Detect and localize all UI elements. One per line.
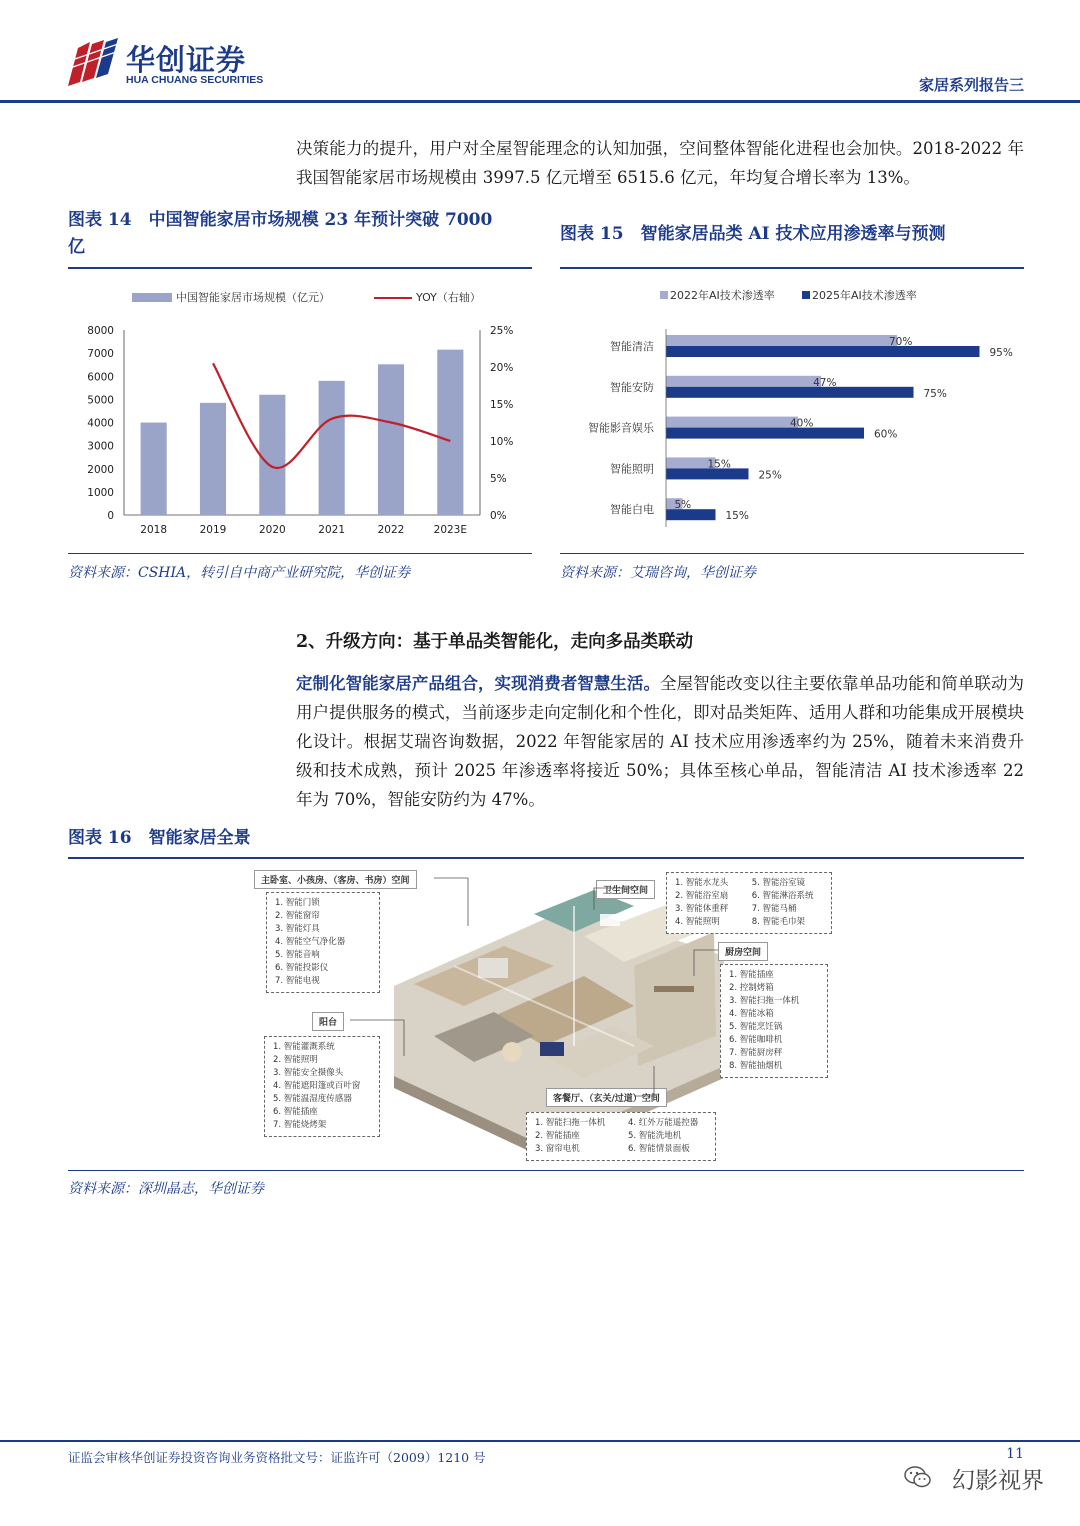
list-item: 5. 智能烹饪锅 xyxy=(729,1022,783,1032)
bar-2025 xyxy=(666,387,914,398)
list-item: 1. 智能插座 xyxy=(729,970,774,980)
list-item: 3. 智能安全摄像头 xyxy=(273,1068,344,1078)
figure14-top-rule xyxy=(68,267,532,269)
list-item: 3. 智能扫拖一体机 xyxy=(729,996,800,1006)
logo-text-cn: 华创证券 xyxy=(126,43,247,77)
x-tick-label: 2020 xyxy=(258,524,286,536)
y-tick-label: 4000 xyxy=(87,417,114,430)
footer-divider xyxy=(0,1440,1080,1442)
list-item: 6. 智能投影仪 xyxy=(275,963,329,973)
zone-list-bedroom xyxy=(266,892,380,993)
y-tick-label: 8000 xyxy=(87,325,114,337)
list-item: 4. 红外万能遥控器 xyxy=(628,1118,699,1128)
data-label-2022: 40% xyxy=(790,417,814,430)
list-item: 2. 智能插座 xyxy=(535,1131,580,1141)
y-tick-label: 3000 xyxy=(87,440,114,453)
list-item: 3. 窗帘电机 xyxy=(535,1144,580,1154)
bar-2022 xyxy=(666,417,798,428)
figure14-title xyxy=(68,207,528,261)
logo-text-en: HUA CHUANG SECURITIES xyxy=(126,74,264,86)
y-tick-label: 6000 xyxy=(87,371,114,384)
data-label-2022: 5% xyxy=(674,499,692,512)
data-label-2022: 70% xyxy=(889,336,913,348)
bar-2025 xyxy=(666,346,980,357)
data-label-2022: 47% xyxy=(813,376,837,389)
bar xyxy=(437,350,463,515)
figure14-title-line1: 图表 14 中国智能家居市场规模 23 年预计突破 7000 xyxy=(68,210,493,230)
zone-list-bathroom xyxy=(666,872,832,934)
y-tick-label: 5000 xyxy=(87,394,114,407)
list-item: 8. 智能毛巾架 xyxy=(751,917,806,927)
list-item: 7. 智能电视 xyxy=(275,976,320,986)
list-item: 6. 智能插座 xyxy=(273,1107,318,1117)
list-item: 7. 智能厨房秤 xyxy=(729,1048,783,1058)
page-number: 11 xyxy=(1006,1446,1024,1462)
header-divider xyxy=(0,100,1080,103)
legend-label-line: YOY（右轴） xyxy=(416,291,481,304)
legend-swatch-2022 xyxy=(660,291,668,299)
data-label-2025: 95% xyxy=(989,347,1013,359)
list-item: 1. 智能门锁 xyxy=(275,898,320,908)
list-item: 5. 智能温湿度传感器 xyxy=(273,1094,352,1104)
list-item: 3. 智能灯具 xyxy=(275,924,320,934)
figure14-chart xyxy=(68,275,532,545)
section-body: 全屋智能改变以往主要依靠单品功能和简单联动为用户提供服务的模式，当前逐步走向定制化和个性化，即对品类矩阵、适用人群和功能集成开展模块化设计。根据艾瑞咨询数据，2022 年智能家居的 AI 技术应用渗透率约为 25%，随着未来消费升级和技术成熟，预计 2025 年渗透率将接近 50%；具体至核心单品，智能清洁 AI 技术渗透率 22 年为 70%，智能安防约为 47%。 xyxy=(296,674,1025,809)
list-item: 1. 智能扫拖一体机 xyxy=(535,1118,606,1128)
data-label-2025: 75% xyxy=(923,387,947,400)
y-tick-label: 2000 xyxy=(87,463,114,476)
footer-license: 证监会审核华创证券投资咨询业务资格批文号：证监许可（2009）1210 号 xyxy=(68,1450,486,1465)
legend-swatch-2025 xyxy=(802,291,810,299)
y2-tick-label: 5% xyxy=(490,473,507,485)
figure16-top-rule xyxy=(68,857,1024,859)
bar-2022 xyxy=(666,335,897,346)
figure15-chart xyxy=(560,275,1024,545)
list-item: 6. 智能咖啡机 xyxy=(729,1035,783,1045)
bar xyxy=(319,381,345,515)
list-item: 2. 智能窗帘 xyxy=(275,911,320,921)
list-item: 4. 智能冰箱 xyxy=(729,1009,774,1019)
data-label-2025: 15% xyxy=(725,510,749,523)
intro-paragraph: 决策能力的提升，用户对全屋智能理念的认知加强，空间整体智能化进程也会加快。2018-2022 年我国智能家居市场规模由 3997.5 亿元增至 6515.6 亿元，年均复合增长率为 13%。 xyxy=(296,139,1024,187)
list-item: 2. 智能浴室扇 xyxy=(675,891,729,901)
zone-list-balcony xyxy=(264,1036,380,1137)
figure16-bottom-rule xyxy=(68,1170,1024,1171)
list-item: 8. 智能抽烟机 xyxy=(729,1061,783,1071)
bar xyxy=(378,364,404,515)
zone-label-kitchen: 厨房空间 xyxy=(718,942,768,961)
y2-tick-label: 25% xyxy=(490,325,514,337)
legend-label-2022: 2022年AI技术渗透率 xyxy=(670,289,775,302)
zone-label-bathroom: 卫生间空间 xyxy=(596,880,655,899)
y2-tick-label: 10% xyxy=(490,436,514,448)
list-item: 2. 智能照明 xyxy=(273,1055,318,1065)
x-tick-label: 2019 xyxy=(199,524,227,536)
figure16-source: 资料来源：深圳晶志，华创证券 xyxy=(68,1181,264,1197)
logo-mark-icon xyxy=(68,38,120,86)
bar-2022 xyxy=(666,376,821,387)
list-item: 5. 智能洗地机 xyxy=(628,1131,682,1141)
figure15-title: 图表 15 智能家居品类 AI 技术应用渗透率与预测 xyxy=(560,224,946,244)
list-item: 6. 智能淋浴系统 xyxy=(751,891,814,901)
smart-home-panorama xyxy=(254,866,834,1162)
x-tick-label: 2021 xyxy=(318,524,346,536)
figure15-source: 资料来源：艾瑞咨询，华创证券 xyxy=(560,565,756,581)
list-item: 1. 智能灌溉系统 xyxy=(273,1042,335,1052)
list-item: 5. 智能浴室镜 xyxy=(751,878,806,888)
figure15-bottom-rule xyxy=(560,553,1024,554)
bar-2025 xyxy=(666,428,864,439)
figure14-source: 资料来源：CSHIA，转引自中商产业研究院，华创证券 xyxy=(68,565,411,581)
list-item: 3. 智能体重秤 xyxy=(675,904,729,914)
zone-label-living: 客餐厅、（玄关/过道）空间 xyxy=(546,1088,667,1107)
section-bold-lead: 定制化智能家居产品组合，实现消费者智慧生活。 xyxy=(296,674,661,693)
bar xyxy=(141,423,167,515)
watermark-text: 幻影视界 xyxy=(952,1468,1044,1494)
category-label: 智能照明 xyxy=(610,462,654,476)
zone-list-kitchen xyxy=(720,964,828,1078)
list-item: 4. 智能照明 xyxy=(675,917,720,927)
section-heading: 2、升级方向：基于单品类智能化，走向多品类联动 xyxy=(296,632,694,652)
list-item: 2. 控制烤箱 xyxy=(729,983,774,993)
x-tick-label: 2022 xyxy=(377,524,405,536)
bar xyxy=(259,395,285,515)
data-label-2025: 60% xyxy=(874,428,898,441)
y-tick-label: 1000 xyxy=(87,486,114,499)
x-tick-label: 2018 xyxy=(140,524,168,536)
y2-tick-label: 15% xyxy=(490,399,514,411)
category-label: 智能安防 xyxy=(610,380,654,394)
legend-swatch-bars xyxy=(132,293,172,302)
list-item: 7. 智能马桶 xyxy=(751,904,797,914)
category-label: 智能白电 xyxy=(610,503,654,517)
figure14-title-line2: 亿 xyxy=(68,237,85,257)
company-logo xyxy=(68,38,278,88)
data-label-2022: 15% xyxy=(707,458,731,471)
list-item: 4. 智能遮阳篷或百叶窗 xyxy=(273,1081,361,1091)
legend-label-bars: 中国智能家居市场规模（亿元） xyxy=(176,291,330,304)
list-item: 4. 智能空气净化器 xyxy=(275,937,346,947)
list-item: 5. 智能音响 xyxy=(275,950,320,960)
figure14-bottom-rule xyxy=(68,553,532,554)
figure16-title: 图表 16 智能家居全景 xyxy=(68,828,251,848)
y2-tick-label: 0% xyxy=(490,510,507,522)
zone-label-bedroom: 主卧室、小孩房、（客房、书房）空间 xyxy=(254,870,417,889)
data-label-2025: 25% xyxy=(758,469,782,482)
y-tick-label: 7000 xyxy=(87,348,114,361)
wechat-icon xyxy=(904,1466,932,1488)
list-item: 1. 智能水龙头 xyxy=(675,878,729,888)
category-label: 智能清洁 xyxy=(610,340,654,353)
list-item: 6. 智能情景面板 xyxy=(628,1144,690,1154)
list-item: 7. 智能烧烤架 xyxy=(273,1120,327,1130)
legend-label-2025: 2025年AI技术渗透率 xyxy=(812,289,917,302)
report-series-label: 家居系列报告三 xyxy=(918,76,1024,94)
figure15-top-rule xyxy=(560,267,1024,269)
x-tick-label: 2023E xyxy=(433,524,468,536)
y-tick-label: 0 xyxy=(107,510,114,522)
zone-list-living xyxy=(526,1112,716,1161)
zone-label-balcony: 阳台 xyxy=(312,1012,344,1031)
category-label: 智能影音娱乐 xyxy=(588,421,654,435)
bar xyxy=(200,403,226,515)
y2-tick-label: 20% xyxy=(490,362,514,374)
section-paragraph xyxy=(296,669,1024,814)
